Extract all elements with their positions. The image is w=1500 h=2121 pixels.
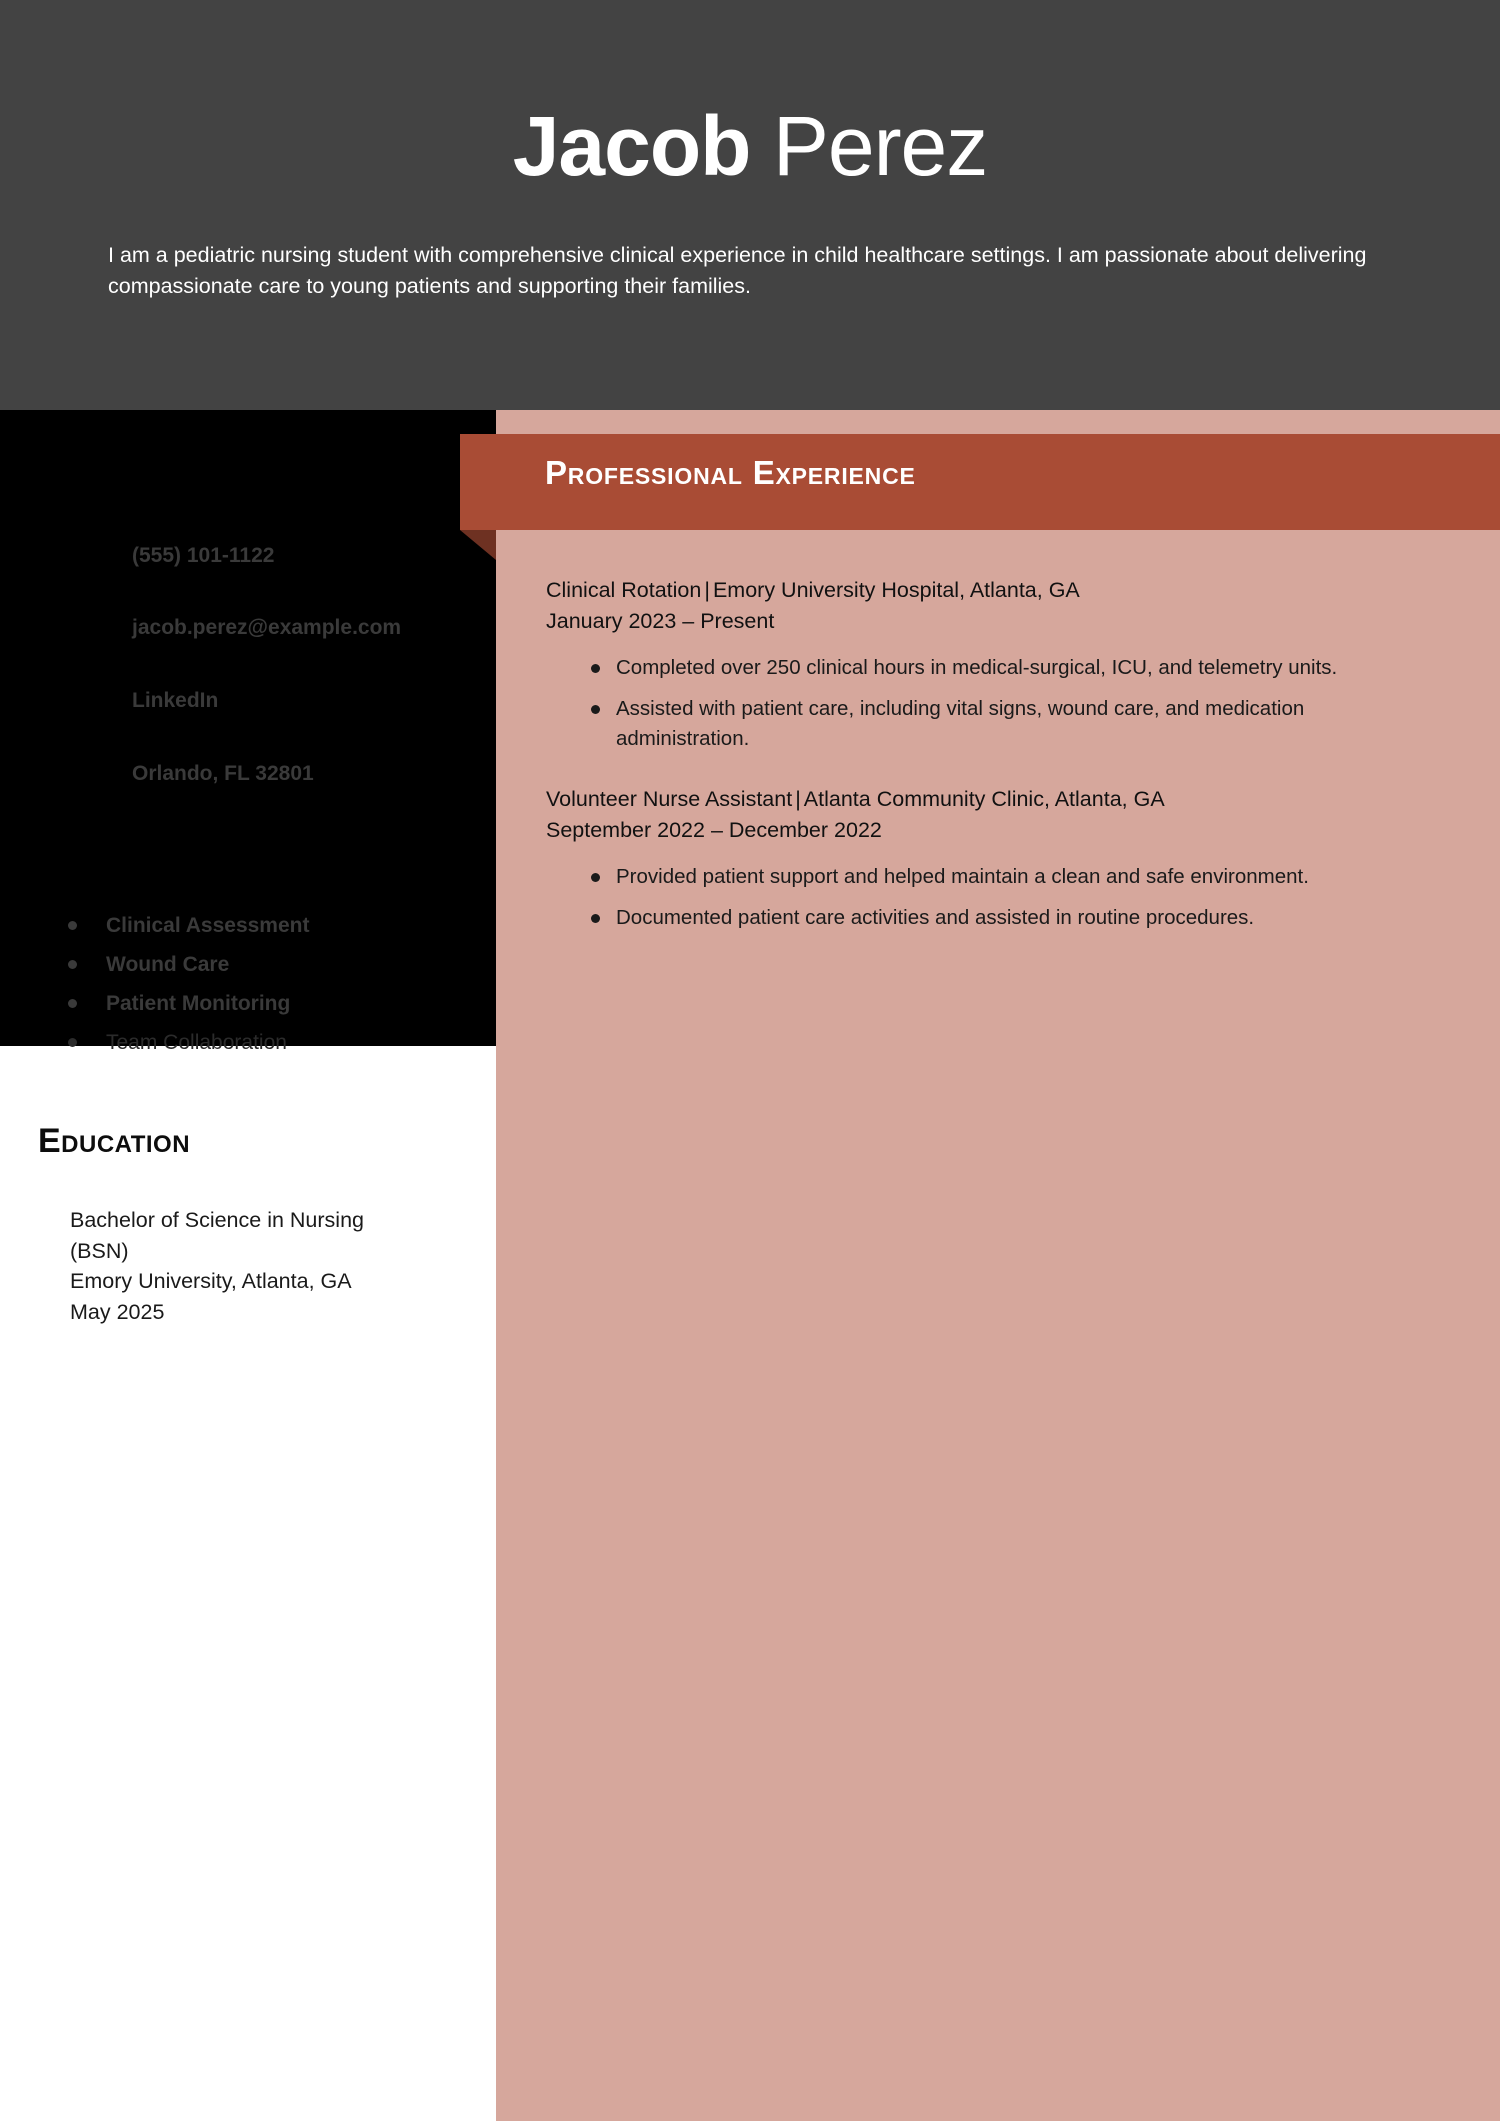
contact-address: Orlando, FL 32801 — [132, 762, 314, 785]
job-bullet — [546, 903, 1406, 933]
bullet-icon — [591, 914, 600, 923]
job-dates: January 2023 – Present — [546, 609, 775, 634]
bullet-icon — [591, 664, 600, 673]
job-bullet — [546, 862, 1406, 892]
job-bullet-list — [546, 653, 1466, 753]
bullet-icon — [68, 1038, 77, 1047]
education-degree-suffix: (BSN) — [70, 1238, 129, 1263]
skill-label: Team Collaboration — [106, 1031, 287, 1054]
job-role: Clinical Rotation — [546, 578, 702, 602]
job-bullet-text: Provided patient support and helped maintain a clean and safe environment. — [616, 864, 1309, 888]
skills-list — [0, 915, 496, 1071]
page-title — [0, 99, 1500, 193]
header-band — [0, 0, 1500, 410]
education-details — [70, 1205, 470, 1327]
job-heading — [546, 784, 1466, 815]
bullet-icon — [68, 999, 77, 1008]
bullet-icon — [591, 873, 600, 882]
experience-list — [546, 575, 1466, 962]
last-name: Perez — [772, 99, 988, 193]
job-bullet-text: Documented patient care activities and assisted in routine procedures. — [616, 905, 1255, 929]
education-degree: Bachelor of Science in Nursing — [70, 1208, 364, 1232]
contact-email[interactable]: jacob.perez@example.com — [132, 616, 402, 639]
professional-summary: I am a pediatric nursing student with comprehensive clinical experience in child healthcare settings. I am passionate about delivering compassionate care to young patients and supporting their families. — [108, 243, 1367, 298]
job-bullet — [546, 694, 1406, 753]
job-organization: Emory University Hospital, Atlanta, GA — [712, 578, 1080, 602]
job-separator: | — [795, 786, 801, 811]
bullet-icon — [591, 705, 600, 714]
education-school: Emory University, Atlanta, GA — [70, 1269, 352, 1294]
job-organization: Atlanta Community Clinic, Atlanta, GA — [803, 786, 1165, 811]
job-bullet-text: Completed over 250 clinical hours in medical-surgical, ICU, and telemetry units. — [616, 656, 1338, 680]
education-heading: Education — [38, 1122, 191, 1160]
job-bullet — [546, 653, 1406, 683]
bullet-icon — [68, 921, 77, 930]
experience-entry — [546, 784, 1466, 933]
skill-item — [0, 1032, 496, 1053]
experience-entry — [546, 575, 1466, 754]
job-bullet-text: Assisted with patient care, including vital signs, wound care, and medication administration. — [616, 697, 1305, 750]
contact-phone[interactable]: (555) 101-1122 — [132, 544, 275, 567]
skill-label: Patient Monitoring — [106, 992, 291, 1015]
skill-item — [0, 915, 496, 936]
contact-linkedin[interactable]: LinkedIn — [132, 689, 219, 712]
contact-list — [0, 410, 496, 784]
skill-item — [0, 993, 496, 1014]
job-role: Volunteer Nurse Assistant — [546, 786, 793, 811]
first-name: Jacob — [512, 99, 751, 193]
job-heading — [546, 575, 1466, 606]
skill-label: Wound Care — [106, 953, 230, 976]
skill-item — [0, 954, 496, 975]
education-date: May 2025 — [70, 1299, 165, 1324]
skill-label: Clinical Assessment — [106, 914, 310, 937]
job-bullet-list — [546, 862, 1466, 932]
bullet-icon — [68, 960, 77, 969]
experience-heading: Professional Experience — [545, 454, 916, 491]
job-separator: | — [704, 578, 710, 602]
job-dates: September 2022 – December 2022 — [546, 817, 882, 842]
name-space — [751, 99, 773, 193]
